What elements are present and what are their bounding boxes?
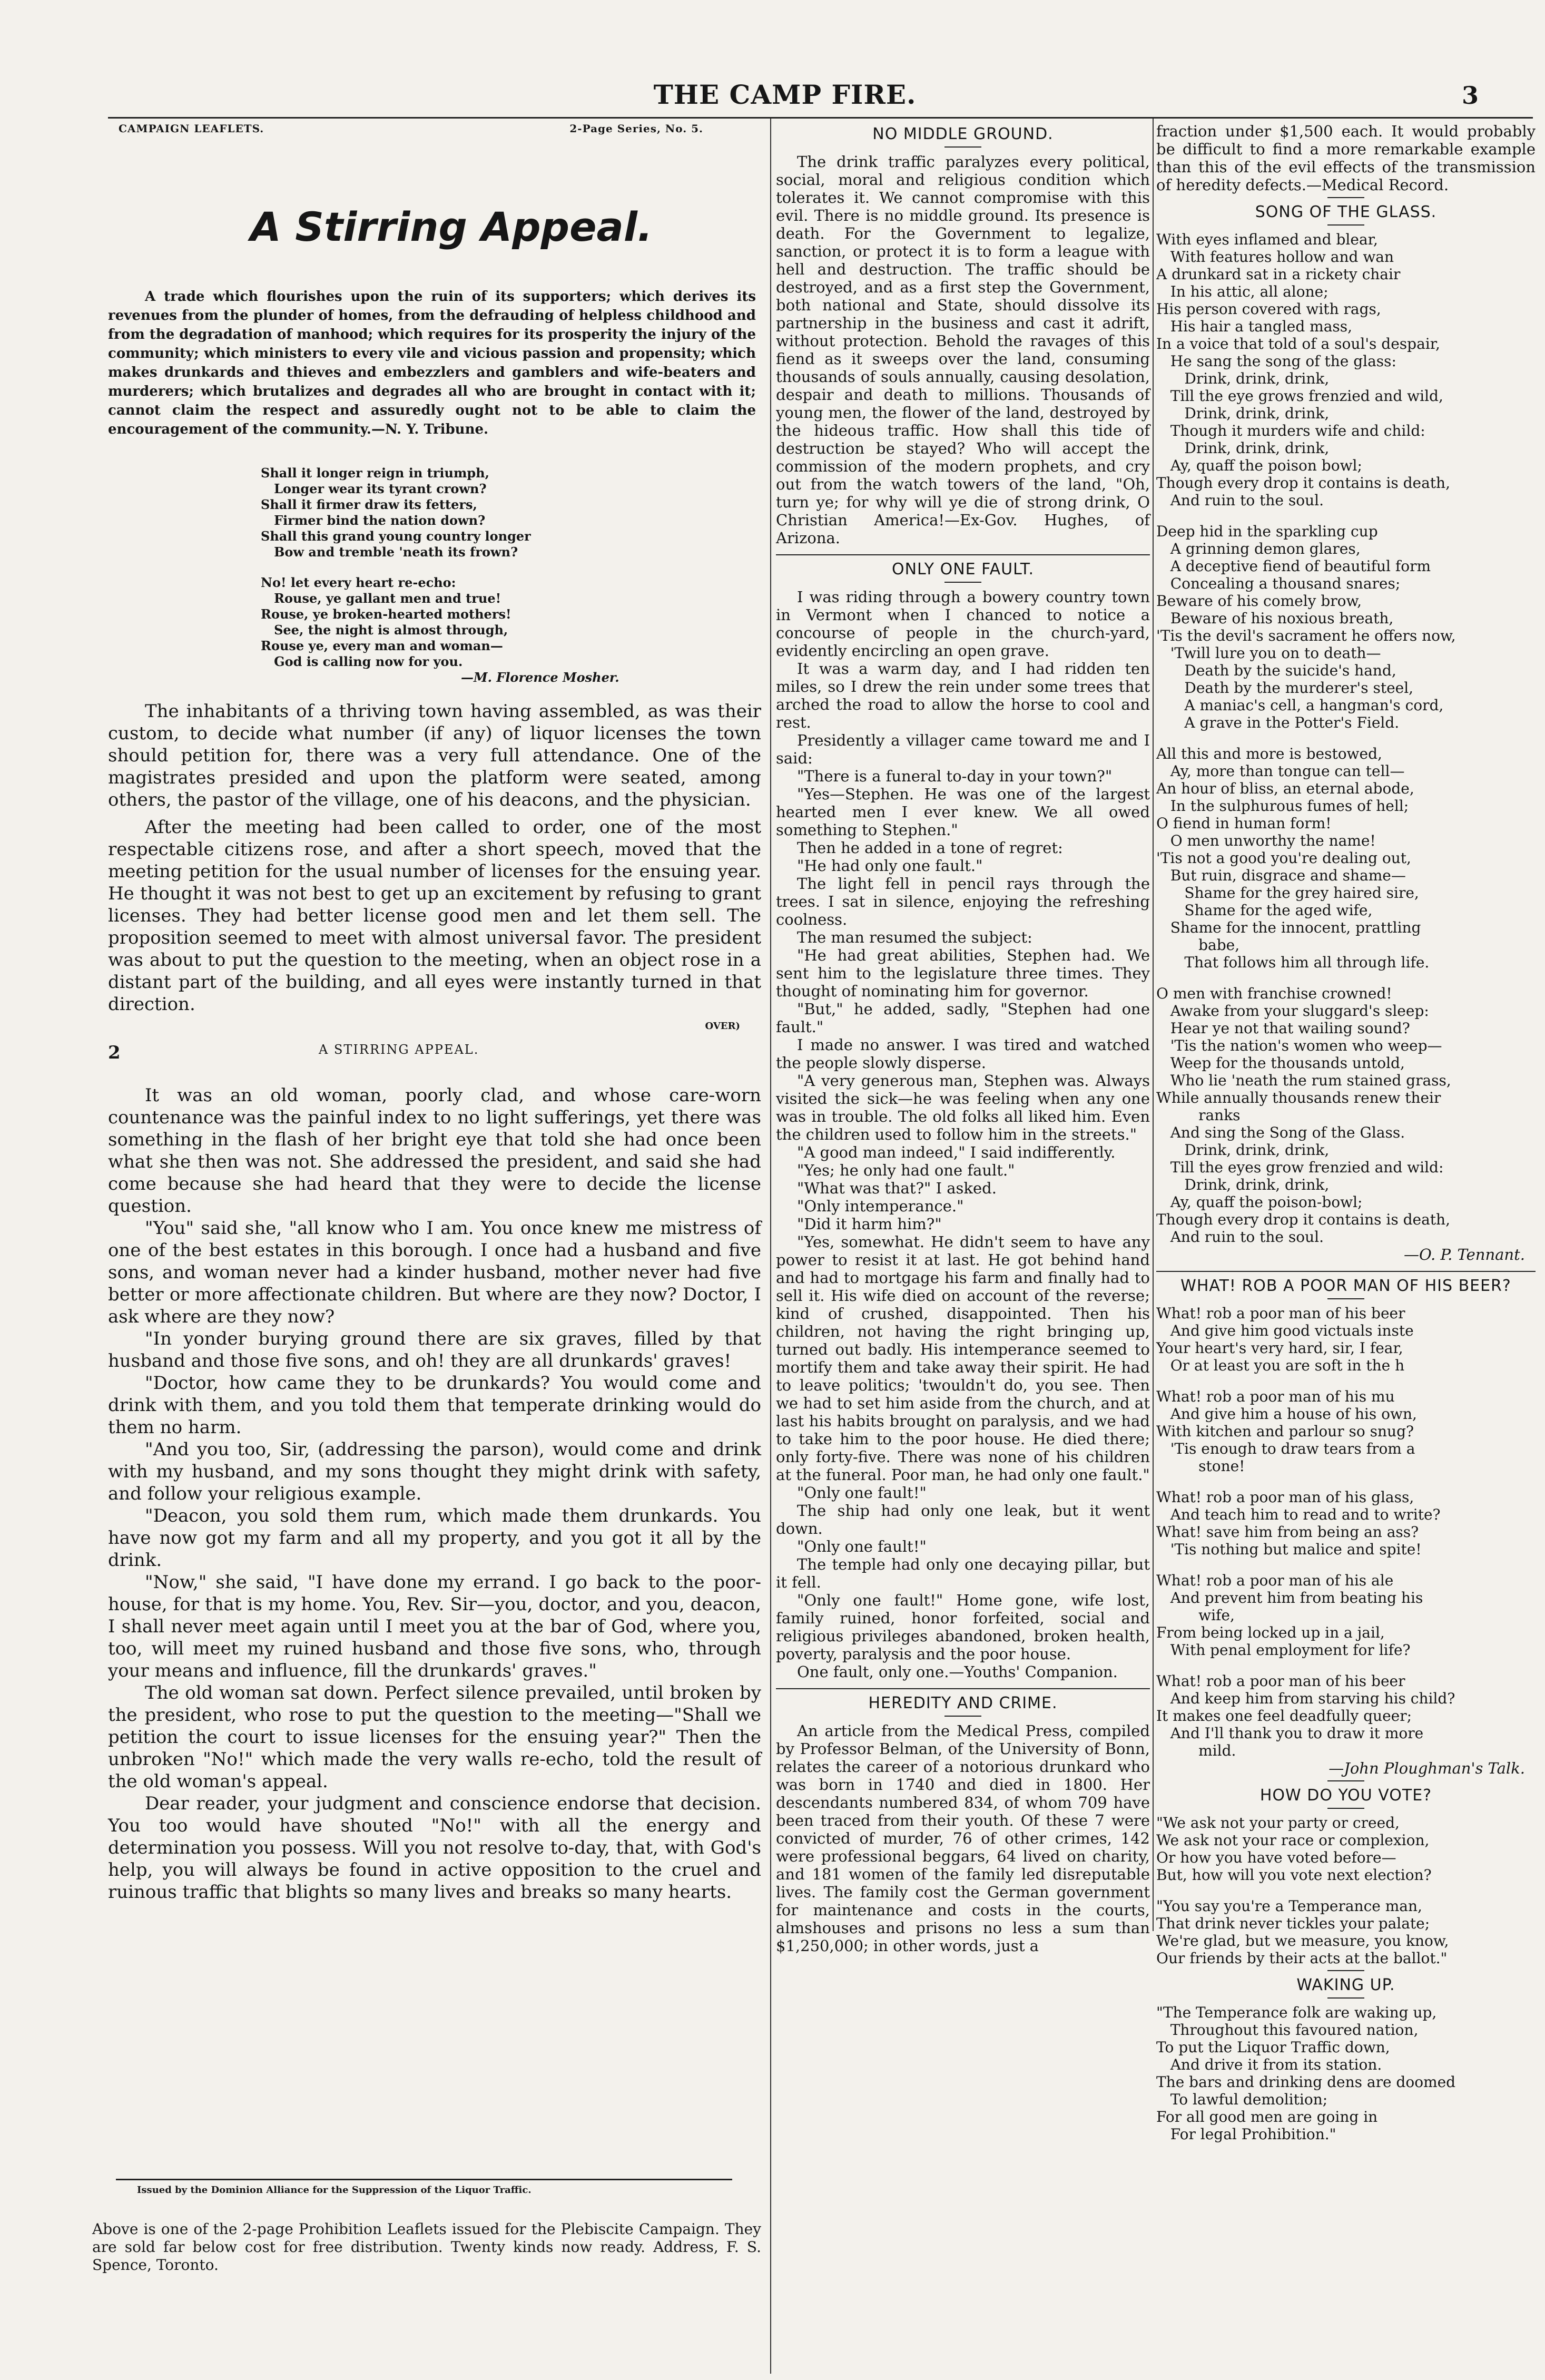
verse-line: But ruin, disgrace and shame— [1156, 867, 1406, 884]
verse-line: Or at least you are soft in the h [1156, 1357, 1405, 1374]
verse-line: And ruin to the soul. [1156, 1228, 1324, 1246]
section-dash [944, 1716, 981, 1717]
section-dash [1327, 1970, 1364, 1971]
leaflet-paragraph: "Now," she said, "I have done my errand. I go back to the poor-house, for that is my home. You, Rev. Sir—you, doctor, and you, deacon, I shall never meet again until I meet you at the bar of God, where you, too, will meet my ruined husband and those five sons, who, through your means and influence, fill the drunkards' graves." [108, 1572, 761, 1681]
section-title-heredity: HEREDITY AND CRIME. [868, 1694, 1058, 1712]
verse-line: Till the eyes grow frenzied and wild: [1156, 1159, 1444, 1176]
verse-line: What! save him from being an ass? [1156, 1523, 1419, 1541]
article-paragraph: I was riding through a bowery country town in Vermont when I chanced to notice a concourse of people in the church-yard, evidently encircling an open grave. [776, 588, 1150, 660]
article-paragraph: "He had only one fault." [797, 857, 983, 875]
section-dash [1327, 1298, 1364, 1299]
leaflet-body-page2 [108, 1084, 761, 1903]
section-title-how-vote: HOW DO YOU VOTE? [1259, 1786, 1432, 1805]
verse-line: Throughout this favoured nation, [1156, 2021, 1419, 2039]
verse-line: Drink, drink, drink, [1156, 1141, 1330, 1159]
article-paragraph: I made no answer. I was tired and watched the people slowly disperse. [776, 1036, 1150, 1072]
verse-line: Though every drop it contains is death, [1156, 474, 1450, 492]
verse-line: A deceptive fiend of beautiful form [1156, 557, 1431, 575]
article-paragraph: The temple had only one decaying pillar, but it fell. [776, 1555, 1150, 1591]
section-dash [944, 582, 981, 583]
column-rule-1 [770, 119, 771, 2374]
verse-line: We're glad, but we measure, you know, [1156, 1932, 1449, 1950]
verse-line: With features hollow and wan [1156, 248, 1394, 266]
stanza-gap [1156, 1475, 1536, 1488]
poem-line: Longer wear its tyrant crown? [261, 481, 487, 496]
article-paragraph: "What was that?" I asked. [797, 1179, 997, 1197]
verse-line: Drink, drink, drink, [1156, 439, 1330, 457]
leaflet-intro [108, 287, 756, 439]
verse-line: 'Tis nothing but malice and spite! [1156, 1541, 1422, 1558]
article-paragraph: "But," he added, sadly, "Stephen had one fault." [776, 1000, 1150, 1036]
poem-line: God is calling now for you. [261, 654, 463, 669]
no-middle-ground-text: The drink traffic paralyzes every political, social, moral and religious condition which tolerates it. We cannot compromise with this evil. There is no middle ground. Its presence is death. For the Government to legalize, sanction, or protect it is to form a league with hell and destruction. The traffic should be destroyed, and as a first step the Government, both national and State, should dissolve its partnership in the business and cast it adrift, without protection. Behold the ravages of this fiend as it sweeps over the land, consuming thousands of souls annually, causing desolation, despair and death to millions. Thousands of young men, the flower of the land, destroyed by the hideous traffic. How shall this tide of destruction be stayed? Who will accept the commission of the modern prophets, and cry out from the watch towers of the land, "Oh, turn ye; for why will ye die of strong drink, O Christian America!—Ex-Gov. Hughes, of Arizona. [776, 153, 1150, 547]
verse-line: Death by the suicide's hand, [1156, 662, 1396, 679]
verse-line: Though it murders wife and child: [1156, 422, 1425, 439]
poem-line: No! let every heart re-echo: [261, 575, 456, 590]
article-paragraph: "Yes, somewhat. He didn't seem to have any power to resist it at last. He got behind hand and had to mortgage his farm and finally had to sell it. His wife died on account of the reverse; kind of crushed, disappointed. Then his children, not having the right bringing up, turned out badly. His intemperance seemed to mortify them and take away their spirit. He had to leave politics; 'twouldn't do, you see. Then we had to set him aside from the church, and at last his habits brought on paralysis, and we had to take him to the poor house. He died there; only forty-five. There was none of his children at the funeral. Poor man, he had only one fault." [776, 1233, 1150, 1484]
leaflet-header [119, 122, 703, 135]
verse-line: stone! [1156, 1457, 1245, 1475]
article-paragraph: "There is a funeral to-day in your town?" [797, 767, 1113, 785]
section-title-rob-poor-man: WHAT! ROB A POOR MAN OF HIS BEER? [1180, 1277, 1511, 1295]
verse-line: Deep hid in the sparkling cup [1156, 523, 1378, 540]
verse-line: And ruin to the soul. [1156, 492, 1324, 509]
verse-line: To put the Liquor Traffic down, [1156, 2039, 1390, 2056]
leaflet-paragraph: "Deacon, you sold them rum, which made them drunkards. You have now got my farm and all my property, and you got it all by the drink. [108, 1505, 761, 1571]
verse-line: Our friends by their acts at the ballot." [1156, 1950, 1448, 1967]
verse-line: From being locked up in a jail, [1156, 1624, 1385, 1641]
verse-line: wife, [1156, 1607, 1235, 1624]
verse-line: mild. [1156, 1742, 1236, 1759]
stanza-gap [1156, 971, 1536, 985]
article-paragraph: It was a warm day, and I had ridden ten miles, so I drew the rein under some trees that arched the road to allow the horse to cool and rest. [776, 660, 1150, 731]
verse-line: "You say you're a Temperance man, [1156, 1897, 1422, 1915]
verse-line: And drive it from its station. [1156, 2056, 1382, 2073]
verse-line: Drink, drink, drink, [1156, 370, 1330, 387]
verse-line: Ay, more than tongue can tell— [1156, 762, 1405, 780]
leaflet-column [108, 122, 761, 2335]
poem-line: See, the night is almost through, [261, 622, 508, 638]
verse-line: Your heart's very hard, sir, I fear, [1156, 1339, 1403, 1357]
verse-line: Who lie 'neath the rum stained grass, [1156, 1072, 1451, 1089]
leaflet-paragraph: "Doctor, how came they to be drunkards? You would come and drink with them, and you told them that temperate drinking would do them no harm. [108, 1373, 761, 1438]
verse-line: That drink never tickles your palate; [1156, 1915, 1430, 1932]
page-number: 3 [1462, 81, 1479, 110]
article-paragraph: "A very generous man, Stephen was. Always visited the sick—he was feeling when any one was in trouble. The old folks all liked him. Even the children used to follow him in the streets." [776, 1072, 1150, 1143]
leaflet-paragraph: After the meeting had been called to order, one of the most respectable citizens rose, and after a short speech, moved that the meeting petition for the usual number of licenses for the ensuing year. He thought it was not best to get up an excitement by refusing to grant licenses. They had better license good men and let them sell. The proposition seemed to meet with almost universal favor. The president was about to put the question to the meeting, when an object rose in a distant part of the building, and all eyes were instantly turned in that direction. [108, 817, 761, 1015]
leaflet-paragraph: The old woman sat down. Perfect silence prevailed, until broken by the president, who rose to put the question to the meeting—"Shall we petition the court to issue licenses for the ensuing year?" Then the unbroken "No!" which made the very walls re-echo, told the result of the old woman's appeal. [108, 1682, 761, 1792]
poem-stanza [261, 465, 761, 560]
verse-line: 'Tis the nation's women who weep— [1156, 1037, 1442, 1054]
leaflet-paragraph: The inhabitants of a thriving town having assembled, as was their custom, to decide what number (if any) of liquor licenses the town should petition for, there was a very full attendance. One of the magistrates presided and upon the platform were seated, among others, the pastor of the village, one of his deacons, and the physician. [108, 701, 761, 810]
page2-header [108, 1042, 761, 1063]
verse-line: What! rob a poor man of his glass, [1156, 1488, 1414, 1506]
article-paragraph: Presidently a villager came toward me and I said: [776, 731, 1150, 767]
verse-line: A grave in the Potter's Field. [1156, 714, 1400, 731]
intro-text: A trade which flourishes upon the ruin of its supporters; which derives its revenues from the plunder of homes, from the defrauding of helpless childhood and from the degradation of manhood; which requires for its prosperity the injury of the community; which ministers to every vile and vicious passion and propensity; which makes drunkards and thieves and embezzlers and gamblers and wife-beaters and murderers; which brutalizes and degrades all who are brought in contact with it; cannot claim the respect and assuredly ought not to be able to claim the encouragement of the community.—N. Y. Tribune. [108, 289, 756, 437]
stanza-gap [1156, 1884, 1536, 1897]
verse-line: A grinning demon glares, [1156, 540, 1361, 557]
poem-stanza [261, 575, 761, 685]
verse-line: With eyes inflamed and blear, [1156, 231, 1378, 248]
article-paragraph: Then he added in a tone of regret: [797, 839, 1063, 857]
verse-line: And give him a house of his own, [1156, 1405, 1417, 1423]
poem-line: Shall it firmer draw its fetters, [261, 497, 477, 512]
verse-line: 'Tis not a good you're dealing out, [1156, 849, 1411, 867]
section-title-song-of-glass: SONG OF THE GLASS. [1255, 203, 1437, 221]
verse-line: O men unworthy the name! [1156, 832, 1376, 849]
verse-line: A maniac's cell, a hangman's cord, [1156, 697, 1444, 714]
section-rule [1156, 1271, 1536, 1272]
leaflet-poem [261, 465, 761, 685]
verse-line: Ay, quaff the poison bowl; [1156, 457, 1362, 474]
verse-line: Death by the murderer's steel, [1156, 679, 1414, 697]
section-title-no-middle-ground: NO MIDDLE GROUND. [872, 125, 1054, 143]
verse-line: That follows him all through life. [1156, 954, 1430, 971]
verse-line: For legal Prohibition." [1156, 2126, 1336, 2143]
stanza-gap [1156, 1374, 1536, 1388]
verse-line: Concealing a thousand snares; [1156, 575, 1401, 592]
verse-line: O fiend in human form! [1156, 815, 1332, 832]
poem-line: Rouse ye, every man and woman— [261, 638, 503, 653]
verse-line: Till the eye grows frenzied and wild, [1156, 387, 1443, 405]
poem-line: Bow and tremble 'neath its frown? [261, 544, 518, 560]
only-one-fault-article [776, 588, 1150, 1681]
leaflet-paragraph: It was an old woman, poorly clad, and whose care-worn countenance was the painful index to no light sufferings, yet there was something in the flash of her bright eye that told she had once been what she then was not. She addressed the president, and said she had come because she had heard that they were to decide the license question. [108, 1085, 761, 1217]
verse-line: In the sulphurous fumes of hell; [1156, 797, 1409, 815]
poem-attribution: —M. Florence Mosher. [461, 670, 619, 685]
verse-line: To lawful demolition; [1156, 2091, 1328, 2108]
masthead [0, 79, 1545, 111]
verse-line: "The Temperance folk are waking up, [1156, 2004, 1437, 2021]
section-rule [776, 1688, 1150, 1689]
article-paragraph: "Only one fault!" [797, 1484, 927, 1502]
article-paragraph: "Did it harm him?" [797, 1215, 942, 1233]
stanza-gap [1156, 731, 1536, 745]
verse-line: And prevent him from beating his [1156, 1589, 1423, 1607]
leaflet-body-page1 [108, 700, 761, 1015]
article-paragraph: "He had great abilities, Stephen had. We sent him to the legislature three times. They thought of nominating him for governor. [776, 946, 1150, 1000]
verse-line: A drunkard sat in a rickety chair [1156, 266, 1401, 283]
verse-line: With penal employment for life? [1156, 1641, 1411, 1659]
poem-line: Shall this grand young country longer [261, 528, 531, 544]
verse-line: And I'll thank you to draw it more [1156, 1725, 1424, 1742]
right-column [1156, 122, 1536, 2143]
leaflet-paragraph: "And you too, Sir, (addressing the parson), would come and drink with my husband, and my sons thought they might drink with safety, and follow your religious example. [108, 1439, 761, 1504]
stanza-gap [1156, 1659, 1536, 1672]
verse-line: For all good men are going in [1156, 2108, 1378, 2126]
newspaper-title: THE CAMP FIRE. [653, 79, 917, 110]
verse-line: Shame for the grey haired sire, [1156, 884, 1419, 902]
page2-title: A STIRRING APPEAL. [319, 1042, 479, 1057]
verse-line: Weep for the thousands untold, [1156, 1054, 1405, 1072]
article-paragraph: One fault, only one.—Youths' Companion. [797, 1663, 1118, 1681]
verse-line: While annually thousands renew their [1156, 1089, 1441, 1106]
song-attribution: —O. P. Tennant. [1403, 1246, 1525, 1264]
section-rule [776, 554, 1150, 555]
section-dash [944, 146, 981, 148]
verse-line: In a voice that told of a soul's despair, [1156, 335, 1440, 352]
verse-line: The bars and drinking dens are doomed [1156, 2073, 1456, 2091]
verse-line: In his attic, all alone; [1156, 283, 1328, 300]
article-paragraph: The ship had only one leak, but it went down. [776, 1502, 1150, 1537]
verse-line: All this and more is bestowed, [1156, 745, 1382, 762]
article-paragraph: "Only one fault!" [797, 1537, 927, 1555]
heredity-text: An article from the Medical Press, compiled by Professor Belman, of the University of Bonn, relates the career of a notorious drunkard who was born in 1740 and died in 1800. Her descendants numbered 834, of whom 709 have been traced from their youth. Of these 7 were convicted of murder, 76 of other crimes, 142 were professional beggars, 64 lived on charity, and 181 women of the family led disreputable lives. The family cost the German government for maintenance and costs in the courts, almshouses and prisons no less a sum than $1,250,000; in other words, just a [776, 1722, 1150, 1955]
leaflet-series-right: 2-Page Series, No. 5. [569, 122, 703, 135]
verse-line: Awake from your sluggard's sleep: [1156, 1002, 1429, 1020]
section-dash [1327, 197, 1364, 198]
verse-line: And keep him from starving his child? [1156, 1690, 1455, 1707]
verse-line: ranks [1156, 1106, 1241, 1124]
section-dash [1327, 224, 1364, 226]
song-of-the-glass-poem [1156, 231, 1536, 1246]
leaflet-paragraph: "You" said she, "all know who I am. You once knew me mistress of one of the best estates in this borough. I once had a husband and five sons, and woman never had a kinder husband, mother never had five better or more affectionate children. But where are they now? Doctor, I ask where are they now? [108, 1218, 761, 1327]
verse-line: Shame for the innocent, prattling [1156, 919, 1421, 936]
section-dash [1327, 1808, 1364, 1809]
verse-line: "We ask not your party or creed, [1156, 1814, 1400, 1831]
verse-line: Or how you have voted before— [1156, 1849, 1396, 1866]
leaflet-paragraph: Dear reader, your judgment and conscience endorse that decision. You too would have shouted "No!" with all the energy and determination you possess. Will you not resolve to-day, that, with God's help, you will always be found in active opposition to the cruel and ruinous traffic that blights so many lives and breaks so many hearts. [108, 1793, 761, 1903]
leaflet-title: A Stirring Appeal. [250, 203, 653, 250]
verse-line: He sang the song of the glass: [1156, 352, 1396, 370]
verse-line: babe, [1156, 936, 1240, 954]
rob-attribution: —John Ploughman's Talk. [1328, 1759, 1525, 1777]
verse-line: It makes one feel deadfully queer; [1156, 1707, 1412, 1725]
verse-line: We ask not your race or complexion, [1156, 1831, 1430, 1849]
how-do-you-vote-poem [1156, 1814, 1536, 1967]
rob-poor-man-poem [1156, 1305, 1536, 1759]
verse-line: What! rob a poor man of his beer [1156, 1672, 1405, 1690]
poem-line: Rouse, ye gallant men and true! [261, 591, 501, 606]
verse-line: What! rob a poor man of his beer [1156, 1305, 1405, 1322]
verse-line: An hour of bliss, an eternal abode, [1156, 780, 1414, 797]
verse-line: What! rob a poor man of his mu [1156, 1388, 1395, 1405]
verse-line: His hair a tangled mass, [1156, 318, 1353, 335]
verse-line: 'Tis the devil's sacrament he offers now, [1156, 627, 1456, 644]
verse-line: Though every drop it contains is death, [1156, 1211, 1450, 1228]
over-marker: OVER) [705, 1021, 740, 1032]
masthead-rule [108, 117, 1533, 119]
article-paragraph: "A good man indeed," I said indifferently. [797, 1143, 1116, 1161]
stanza-gap [1156, 1558, 1536, 1572]
article-paragraph: "Only one fault!" Home gone, wife lost, family ruined, honor forfeited, social and religious privileges abandoned, broken health, poverty, paralysis and the poor house. [776, 1591, 1150, 1663]
article-paragraph: The light fell in pencil rays through the trees. I sat in silence, enjoying the refreshing coolness. [776, 875, 1150, 928]
verse-line: And sing the Song of the Glass. [1156, 1124, 1405, 1141]
verse-line: Drink, drink, drink, [1156, 405, 1330, 422]
column-rule-2 [1153, 119, 1154, 1931]
page2-number: 2 [108, 1042, 121, 1063]
poem-line: Rouse, ye broken-hearted mothers! [261, 606, 511, 622]
leaflet-advertisement: Above is one of the 2-page Prohibition Leaflets issued for the Plebiscite Campaign. They are sold far below cost for free distribution. Twenty kinds now ready. Address, F. S. Spence, Toronto. [92, 2220, 761, 2274]
leaflet-footer-rule [116, 2179, 732, 2180]
verse-line: Drink, drink, drink, [1156, 1176, 1330, 1193]
article-paragraph: "Yes; he only had one fault." [797, 1161, 1015, 1179]
article-paragraph: The man resumed the subject: [797, 928, 1032, 946]
issued-by-note: Issued by the Dominion Alliance for the Suppression of the Liquor Traffic. [137, 2185, 532, 2196]
verse-line: And give him good victuals inste [1156, 1322, 1414, 1339]
leaflet-paragraph: "In yonder burying ground there are six graves, filled by that husband and those five sons, and oh! they are all drunkards' graves! [108, 1328, 761, 1372]
stanza-gap [1156, 509, 1536, 523]
verse-line: O men with franchise crowned! [1156, 985, 1392, 1002]
article-paragraph: "Yes—Stephen. He was one of the largest hearted men I ever knew. We all owed something to Stephen." [776, 785, 1150, 839]
section-title-waking-up: WAKING UP. [1296, 1976, 1395, 1994]
verse-line: Hear ye not that wailing sound? [1156, 1020, 1410, 1037]
article-paragraph: "Only intemperance." [797, 1197, 964, 1215]
leaflet-series-left: CAMPAIGN LEAFLETS. [119, 122, 264, 135]
section-title-only-one-fault: ONLY ONE FAULT. [891, 560, 1035, 579]
verse-line: What! rob a poor man of his ale [1156, 1572, 1394, 1589]
heredity-continuation: fraction under $1,500 each. It would probably be difficult to find a more remarkable example than this of the evil effects of the transmission of heredity defects.—Medical Record. [1156, 122, 1536, 194]
verse-line: Beware of his comely brow, [1156, 592, 1362, 610]
verse-line: Ay, quaff the poison-bowl; [1156, 1193, 1363, 1211]
section-dash [1327, 1780, 1364, 1781]
poem-line: Shall it longer reign in triumph, [261, 465, 489, 481]
waking-up-poem [1156, 2004, 1536, 2143]
verse-line: And teach him to read and to write? [1156, 1506, 1441, 1523]
verse-line: His person covered with rags, [1156, 300, 1381, 318]
section-dash [1327, 1997, 1364, 1999]
middle-column [776, 122, 1150, 1955]
verse-line: 'Tis enough to draw tears from a [1156, 1440, 1415, 1457]
verse-line: But, how will you vote next election? [1156, 1866, 1432, 1884]
verse-line: Shame for the aged wife, [1156, 902, 1373, 919]
verse-line: Beware of his noxious breath, [1156, 610, 1394, 627]
verse-line: With kitchen and parlour so snug? [1156, 1423, 1414, 1440]
verse-line: 'Twill lure you on to death— [1156, 644, 1381, 662]
poem-line: Firmer bind the nation down? [261, 513, 486, 528]
